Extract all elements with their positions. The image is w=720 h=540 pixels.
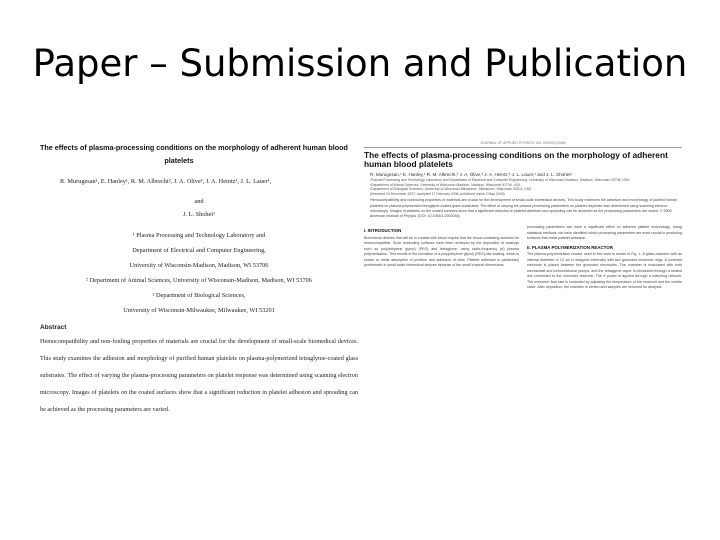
manuscript-authors: R. Murugesan¹, E. Hanley¹, R. M. Albrecht², J. A. Olive³, J. A. Heintz³, J. L. Lauer¹, bbox=[60, 178, 272, 185]
manuscript-abstract-heading: Abstract bbox=[40, 324, 67, 331]
published-columns bbox=[364, 225, 682, 291]
published-title: The effects of plasma-processing conditions on the morphology of adherent human blood platelets bbox=[364, 150, 668, 169]
introduction-continued: processing parameters can have a significant effect on adhered platelet morphology. Using statistical methods, we have identified which processing parameters are most crucial in producing surfaces that resist platelet adhesion. bbox=[527, 225, 682, 241]
manuscript-affiliation-1c: University of Wisconsin-Madison, Madison, WI 53706 bbox=[129, 262, 269, 269]
manuscript-title-line1: The effects of plasma-processing conditions on the morphology of adherent human blood bbox=[40, 143, 348, 152]
reactor-heading: II. PLASMA POLYMERIZATION REACTOR bbox=[527, 244, 613, 250]
manuscript-affiliation-1b: Department of Electrical and Computer Engineering, bbox=[132, 247, 266, 254]
published-affiliation-3: ³Department of Biological Sciences, University of Wisconsin-Milwaukee, Milwaukee, Wisconsin 53201, USA bbox=[370, 187, 532, 192]
journal-header: JOURNAL OF APPLIED PHYSICS 103, 000000 (2008) bbox=[480, 141, 566, 145]
manuscript-title bbox=[40, 141, 358, 167]
published-received: (Received 24 December 2007; accepted 17 February 2008; published online 2 May 2008) bbox=[370, 191, 505, 196]
manuscript-and: and bbox=[194, 198, 204, 205]
published-page bbox=[364, 141, 682, 481]
reactor-text: The plasma-polymerization reactor used in this work is shown in Fig. 1. A glass chamber with an internal diameter of 12 cm is wrapped externally with two grounded electrode rings. A powered electrode is placed between the grounded electrodes. The chamber is evacuated with both mechanical and turbomolecular pumps, and the tetraglyme vapor is introduced through a heated line connected to the monomer reservoir. The rf power is applied through a matching network. The monomer flow rate is controlled by adjusting the temperature of the reservoir and the needle valve. After deposition, the chamber is vented and samples are removed for analysis. bbox=[527, 252, 682, 290]
header-rule bbox=[364, 147, 682, 148]
manuscript-abstract: Hemocompatibility and non-fouling properties of materials are crucial for the development of small-scale biomedical devices. This study examines the adhesion and morphology of purified human platelets on plasma-polymerized tetraglyme-coated glass substrates. The effect of varying the plasma-processing parameters on platelet response was determined using scanning electron microscopy. Images of platelets on the coated surfaces show that a significant reduction in platelet adhesion and spreading can be achieved as the processing parameters are varied. bbox=[40, 338, 358, 413]
introduction-heading: I. INTRODUCTION bbox=[364, 228, 402, 234]
published-column-right bbox=[527, 225, 682, 291]
manuscript-affiliation-3a: ³ Department of Biological Sciences, bbox=[152, 292, 246, 299]
manuscript-affiliation-2: ² Department of Animal Sciences, University of Wisconsin-Madison, Madison, WI 53706 bbox=[86, 277, 312, 284]
manuscript-affiliation-1a: ¹ Plasma Processing and Technology Laboratory and bbox=[132, 232, 266, 239]
manuscript-page bbox=[40, 141, 358, 481]
published-authors: R. Murugesan,¹ E. Hanley,¹ R. M. Albrecht,² J. A. Olive,³ J. A. Heintz,³ J. L. Lauer,¹ and J. L. Shohet¹ bbox=[370, 172, 573, 177]
manuscript-affiliation-3b: University of Wisconsin-Milwaukee, Milwaukee, WI 53201 bbox=[123, 307, 275, 314]
introduction-text: Biomedical devices that will be in contact with blood require that the blood-contacting surfaces be hemocompatible. Such nonfouling surfaces have been achieved by the deposition of coatings such as poly(ethylene glycol) (PEG) and tetraglyme, using radio-frequency (rf) plasma polymerization. This results in the formation of a poly(ethylene glycol) (PEG)-like coating, which is known to resist adsorption of proteins and adhesion of cells. Platelet adhesion is particularly problematic in small-scale biomedical devices because of the small channel dimensions. bbox=[364, 235, 519, 268]
manuscript-title-line2: platelets bbox=[164, 156, 194, 165]
published-column-left bbox=[364, 225, 519, 291]
manuscript-last-author: J. L. Shohet¹ bbox=[183, 211, 215, 218]
slide-title: Paper – Submission and Publication bbox=[32, 42, 688, 85]
published-affiliation-1: ¹Plasma Processing and Technology Laboratory and Department of Electrical and Computer Engineering, University of Wisconsin-Madison, Madison, Wisconsin 53706, USA bbox=[370, 178, 630, 182]
published-abstract: Hemocompatibility and nonfouling properties of materials are crucial for the development of small-scale biomedical devices. This study examines the adhesion and morphology of purified human platelets on plasma-polymerized tetraglyme-coated glass substrates. The effect of varying the plasma-processing parameters on platelet response was determined using scanning electron microscopy. Images of platelets on the coated surfaces show that a significant reduction in platelet adhesion and spreading can be achieved as the processing parameters are varied. © 2008 American Institute of Physics. [DOI: 10.1063/1.2903056] bbox=[370, 198, 677, 218]
published-affiliation-2: ²Department of Animal Sciences, University of Wisconsin-Madison, Madison, Wisconsin 53706, USA bbox=[370, 182, 521, 187]
